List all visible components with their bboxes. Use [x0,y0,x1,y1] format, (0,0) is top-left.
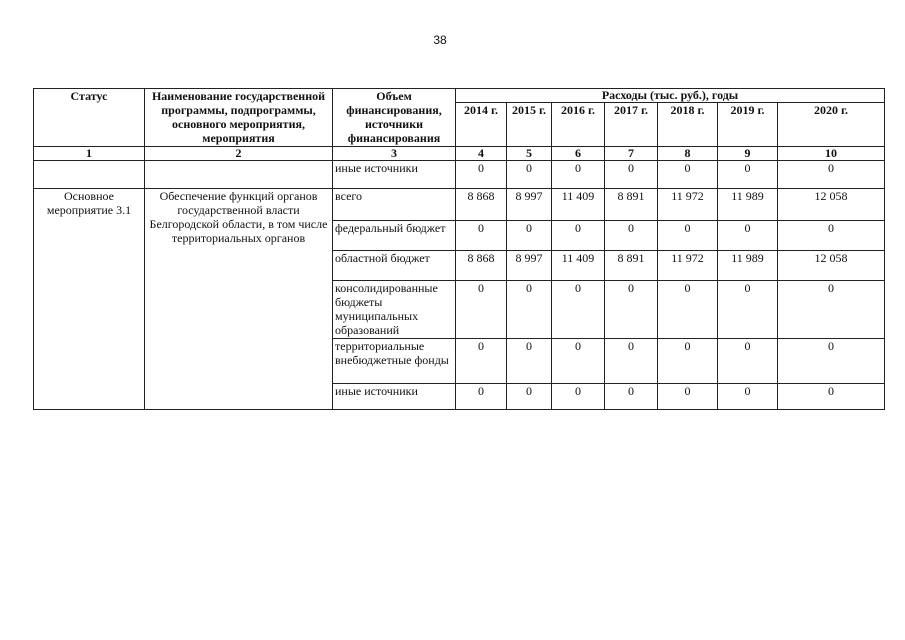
value-cell: 11 989 [718,251,778,281]
source-cell: иные источники [333,384,456,410]
col-number: 1 [34,147,145,161]
value-cell: 0 [456,339,507,384]
source-cell: областной бюджет [333,251,456,281]
value-cell: 8 891 [605,189,658,221]
value-cell: 0 [605,281,658,339]
source-cell: консолидированные бюджеты муниципальных образований [333,281,456,339]
value-cell: 0 [456,221,507,251]
source-cell: территориальные внебюджетные фонды [333,339,456,384]
value-cell: 0 [552,221,605,251]
value-cell: 11 409 [552,251,605,281]
value-cell: 0 [456,161,507,189]
value-cell: 12 058 [778,251,885,281]
value-cell: 0 [605,384,658,410]
column-numbers-row [34,147,885,161]
value-cell: 0 [507,339,552,384]
header-name: Наименование государственной программы, подпрограммы, основного мероприятия, мероприятия [145,89,333,147]
value-cell: 0 [507,161,552,189]
value-cell: 0 [552,339,605,384]
value-cell: 0 [658,384,718,410]
value-cell: 0 [778,281,885,339]
value-cell: 11 989 [718,189,778,221]
table-row [34,161,885,189]
year-2014: 2014 г. [456,103,507,147]
value-cell: 0 [778,339,885,384]
value-cell: 0 [605,339,658,384]
source-cell: всего [333,189,456,221]
value-cell: 0 [605,161,658,189]
value-cell: 11 972 [658,189,718,221]
value-cell: 0 [718,281,778,339]
value-cell: 8 997 [507,251,552,281]
status-cell-empty [34,161,145,189]
col-number: 10 [778,147,885,161]
value-cell: 8 868 [456,189,507,221]
year-2020: 2020 г. [778,103,885,147]
header-status: Статус [34,89,145,147]
value-cell: 8 997 [507,189,552,221]
name-cell: Обеспечение функций органов государственной власти Белгородской области, в том числе территориальных органов [145,189,333,410]
value-cell: 0 [507,221,552,251]
year-2015: 2015 г. [507,103,552,147]
table-row [34,189,885,221]
value-cell: 0 [552,281,605,339]
col-number: 2 [145,147,333,161]
value-cell: 0 [456,384,507,410]
col-number: 9 [718,147,778,161]
header-volume: Объем финансирования, источники финансирования [333,89,456,147]
value-cell: 0 [778,384,885,410]
year-2018: 2018 г. [658,103,718,147]
financing-table [33,88,885,410]
value-cell: 0 [658,339,718,384]
value-cell: 0 [718,384,778,410]
value-cell: 8 868 [456,251,507,281]
year-2016: 2016 г. [552,103,605,147]
value-cell: 0 [778,221,885,251]
status-cell: Основное мероприятие 3.1 [34,189,145,410]
value-cell: 0 [507,281,552,339]
page-number: 38 [433,33,447,47]
source-cell: федеральный бюджет [333,221,456,251]
col-number: 3 [333,147,456,161]
year-2019: 2019 г. [718,103,778,147]
value-cell: 11 972 [658,251,718,281]
value-cell: 11 409 [552,189,605,221]
col-number: 5 [507,147,552,161]
name-cell-empty [145,161,333,189]
value-cell: 0 [658,161,718,189]
year-2017: 2017 г. [605,103,658,147]
value-cell: 0 [658,281,718,339]
value-cell: 12 058 [778,189,885,221]
col-number: 4 [456,147,507,161]
col-number: 8 [658,147,718,161]
header-expenses: Расходы (тыс. руб.), годы [456,89,885,103]
header-row [34,89,885,103]
value-cell: 0 [718,221,778,251]
source-cell: иные источники [333,161,456,189]
value-cell: 0 [658,221,718,251]
col-number: 7 [605,147,658,161]
value-cell: 0 [552,161,605,189]
value-cell: 8 891 [605,251,658,281]
col-number: 6 [552,147,605,161]
value-cell: 0 [718,339,778,384]
value-cell: 0 [778,161,885,189]
value-cell: 0 [605,221,658,251]
value-cell: 0 [507,384,552,410]
value-cell: 0 [718,161,778,189]
value-cell: 0 [552,384,605,410]
value-cell: 0 [456,281,507,339]
